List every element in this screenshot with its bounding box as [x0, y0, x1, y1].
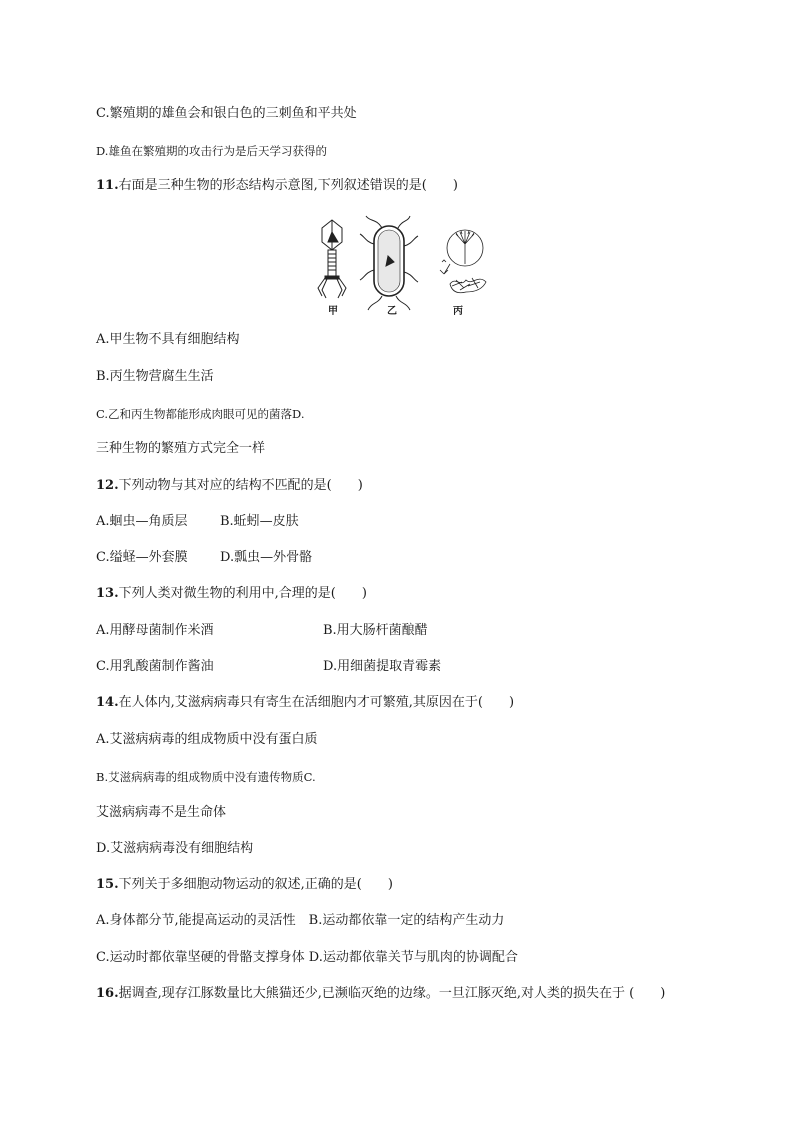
q11-option-d: 三种生物的繁殖方式完全一样: [96, 441, 266, 456]
question-13: [96, 586, 367, 602]
figure-label-bing: 丙: [453, 306, 463, 317]
q13-option-c: C.用乳酸菌制作酱油: [96, 659, 214, 674]
q15-options-cd: C.运动时都依靠坚硬的骨骼支撑身体 D.运动都依靠关节与肌肉的协调配合: [96, 950, 518, 965]
question-14: [96, 695, 514, 711]
question-stem: 右面是三种生物的形态结构示意图,下列叙述错误的是( ): [118, 178, 458, 193]
q12-option-b: B.蚯蚓—皮肤: [220, 514, 299, 529]
q14-option-c: 艾滋病病毒不是生命体: [96, 805, 227, 820]
q11-option-b: B.丙生物营腐生生活: [96, 369, 214, 384]
q12-options-ab: [96, 514, 299, 530]
q11-option-a: A.甲生物不具有细胞结构: [96, 332, 240, 347]
q13-option-d: D.用细菌提取青霉素: [323, 659, 442, 674]
q11-option-c: C.乙和丙生物都能形成肉眼可见的菌落D.: [96, 407, 305, 421]
q14-option-b: B.艾滋病病毒的组成物质中没有遗传物质C.: [96, 770, 316, 784]
question-12: [96, 478, 363, 494]
question-number: 11.: [96, 178, 119, 193]
question-stem: 下列人类对微生物的利用中,合理的是( ): [118, 586, 367, 601]
q14-option-d: D.艾滋病病毒没有细胞结构: [96, 841, 254, 856]
q13-options-ab: [96, 623, 428, 639]
question-number: 14.: [96, 695, 119, 710]
q12-option-a: A.蛔虫—角质层: [96, 514, 188, 529]
bacterium-drawing: [360, 216, 418, 310]
q10-option-c: C.繁殖期的雄鱼会和银白色的三刺鱼和平共处: [96, 106, 357, 121]
question-11: [96, 178, 458, 194]
organism-figure: [310, 214, 500, 314]
question-number: 15.: [96, 877, 119, 892]
question-stem: 下列动物与其对应的结构不匹配的是( ): [118, 478, 363, 493]
question-stem: 下列关于多细胞动物运动的叙述,正确的是( ): [118, 877, 393, 892]
mold-drawing: [440, 230, 486, 293]
figure-label-yi: 乙: [387, 306, 397, 317]
q12-option-c: C.缢蛏—外套膜: [96, 550, 188, 565]
question-number: 12.: [96, 478, 119, 493]
question-stem: 据调查,现存江豚数量比大熊猫还少,已濒临灭绝的边缘。一旦江豚灭绝,对人类的损失在于 ( ): [118, 986, 666, 1001]
figure-label-jia: 甲: [328, 306, 338, 317]
q13-option-b: B.用大肠杆菌酿醋: [323, 623, 428, 638]
bacteriophage-drawing: [318, 220, 346, 298]
organism-illustration: [310, 214, 500, 314]
q13-options-cd: [96, 659, 442, 675]
question-16: [96, 986, 665, 1002]
q12-options-cd: [96, 550, 313, 566]
question-15: [96, 877, 393, 893]
question-number: 13.: [96, 586, 119, 601]
question-number: 16.: [96, 986, 119, 1001]
q14-option-a: A.艾滋病病毒的组成物质中没有蛋白质: [96, 732, 318, 747]
q12-option-d: D.瓢虫—外骨骼: [220, 550, 313, 565]
q13-option-a: A.用酵母菌制作米酒: [96, 623, 214, 638]
q15-options-ab: A.身体都分节,能提高运动的灵活性 B.运动都依靠一定的结构产生动力: [96, 913, 505, 928]
question-stem: 在人体内,艾滋病病毒只有寄生在活细胞内才可繁殖,其原因在于( ): [118, 695, 515, 710]
q10-option-d: D.雄鱼在繁殖期的攻击行为是后天学习获得的: [96, 144, 327, 158]
